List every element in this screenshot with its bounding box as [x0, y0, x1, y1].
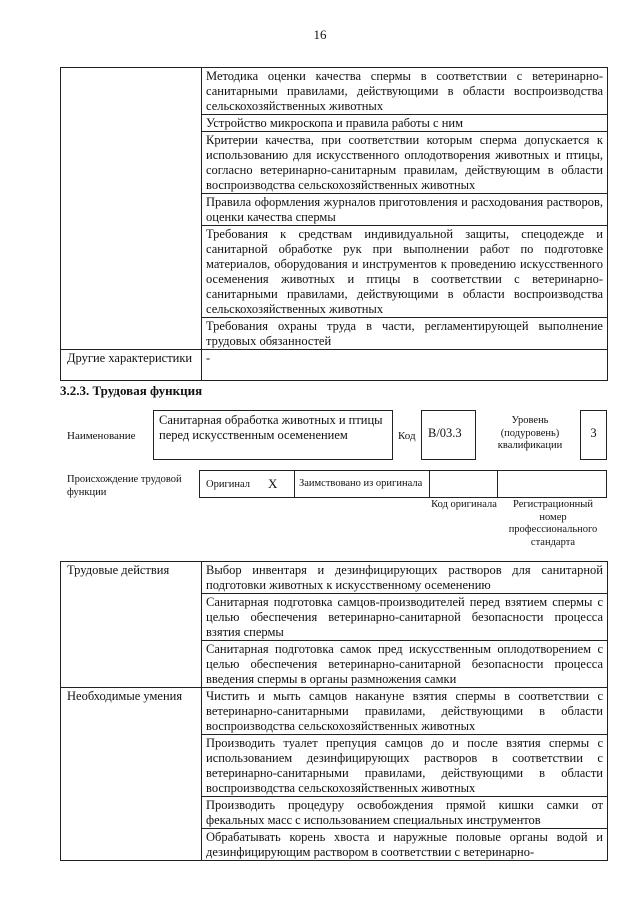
origin-label: Происхождение трудовой функции: [67, 474, 182, 498]
knowledge-item: Критерии качества, при соответствии которым сперма допускается к использованию для искусственного оплодотворения животных и птицы, согласно ветеринарно-санитарным правилам, действующим в области воспроизводства сельскохозяйственных животных: [202, 132, 608, 194]
function-name-box: [153, 410, 393, 460]
function-code: B/03.3: [428, 426, 462, 440]
borrowed-box: [294, 470, 430, 498]
table-row: [61, 688, 608, 735]
knowledge-item: Методика оценки качества спермы в соответствии с ветеринарно-санитарными правилами, действующими в области воспроизводства сельскохозяйственных животных: [202, 68, 608, 115]
skill-item: Чистить и мыть самцов накануне взятия спермы в соответствии с ветеринарно-санитарными правилами, действующими в области воспроизводства сельскохозяйственных животных: [202, 688, 608, 735]
section-title: 3.2.3. Трудовая функция: [60, 383, 203, 398]
skill-item: Обрабатывать корень хвоста и наружные половые органы водой и дезинфицирующим раствором в соответствии с ветеринарно-: [202, 829, 608, 861]
function-table: [60, 561, 608, 861]
knowledge-table: [60, 67, 608, 381]
original-label: Оригинал: [206, 479, 250, 490]
knowledge-item: Требования охраны труда в части, регламентирующей выполнение трудовых обязанностей: [202, 318, 608, 350]
registration-caption: Регистрационный номер профессионального стандарта: [508, 499, 598, 548]
original-code-caption: Код оригинала: [431, 499, 497, 510]
skill-item: Производить процедуру освобождения прямой кишки самки от фекальных масс с использованием специальных инструментов: [202, 797, 608, 829]
table-row: [61, 562, 608, 594]
level-box: [580, 410, 607, 460]
skill-item: Производить туалет препуция самцов до и после взятия спермы с использованием дезинфицирующих растворов в соответствии с ветеринарно-санитарными правилами, действующими в области воспроизводства сельскохозяйственных животных: [202, 735, 608, 797]
table-row: [61, 68, 608, 115]
labor-action: Выбор инвентаря и дезинфицирующих растворов для санитарной подготовки животных к искусственному осеменению: [202, 562, 608, 594]
empty-label-cell: [61, 68, 202, 350]
level-label: Уровень (подуровень) квалификации: [497, 415, 563, 451]
other-characteristics-label: Другие характеристики: [61, 350, 202, 381]
original-code-box: [429, 470, 498, 498]
other-characteristics-value: -: [202, 350, 608, 381]
registration-number-box: [497, 470, 607, 498]
knowledge-item: Правила оформления журналов приготовления и расходования растворов, оценки качества спермы: [202, 194, 608, 226]
labor-actions-label: Трудовые действия: [61, 562, 202, 688]
table-row: [61, 350, 608, 381]
name-label: Наименование: [67, 430, 136, 442]
knowledge-item: Устройство микроскопа и правила работы с ним: [202, 115, 608, 132]
function-code-box: [421, 410, 476, 460]
page-number: 16: [313, 27, 327, 42]
knowledge-item: Требования к средствам индивидуальной защиты, спецодежде и санитарной обработке рук при выполнении работ по подготовке материалов, оборудования и инструментов к проведению искусственного осеменения животных и птицы в соответствии с ветеринарно-санитарными правилами, действующими в области воспроизводства сельскохозяйственных животных: [202, 226, 608, 318]
level-value: 3: [590, 426, 597, 440]
original-box: [199, 470, 295, 498]
required-skills-label: Необходимые умения: [61, 688, 202, 861]
labor-action: Санитарная подготовка самок пред искусственным оплодотворением с целью обеспечения ветеринарно-санитарной безопасности процесса введения спермы в органы размножения самки: [202, 641, 608, 688]
borrowed-label: Заимствовано из оригинала: [299, 478, 423, 489]
function-name: Санитарная обработка животных и птицы перед искусственным осеменением: [159, 413, 383, 442]
code-label: Код: [398, 430, 416, 442]
original-mark: X: [268, 476, 278, 491]
labor-action: Санитарная подготовка самцов-производителей перед взятием спермы с целью обеспечения ветеринарно-санитарной безопасности процесса взятия спермы: [202, 594, 608, 641]
